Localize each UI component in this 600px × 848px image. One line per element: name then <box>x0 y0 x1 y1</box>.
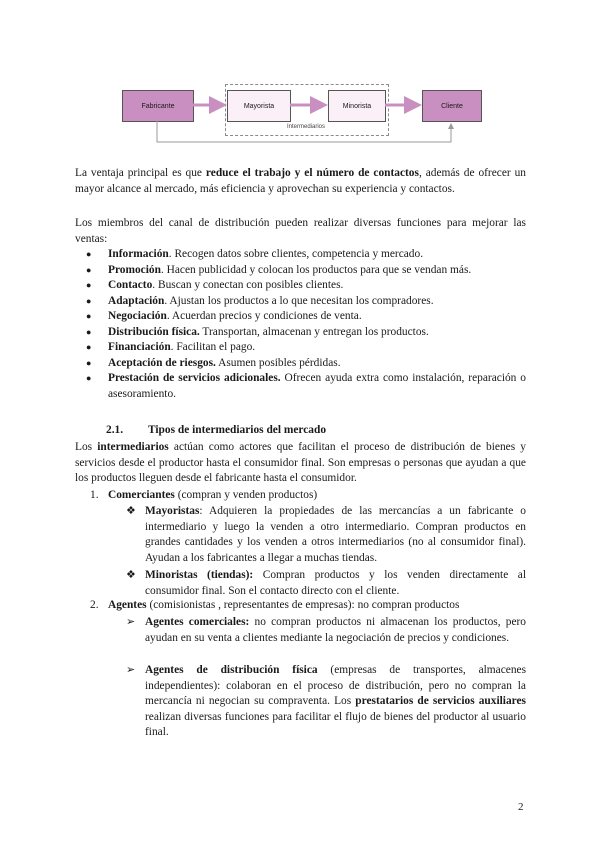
item-desc: (compran y venden productos) <box>174 489 318 501</box>
item-number: 2. <box>90 599 99 611</box>
sub-desc: (empresas de transportes, almacenes independientes): colaboran en el proceso de distribución, pero no compran la mercancía ni negocian su compraventa. Los <box>145 664 527 707</box>
para1-text-a: La ventaja principal es que <box>75 167 206 179</box>
sub-desc: no compran productos ni almacenan los productos, pero ayudan en su venta a clientes mediante la negociación de precios y condiciones. <box>145 616 526 644</box>
advantage-paragraph <box>75 166 526 197</box>
bullet-term: Aceptación de riesgos. <box>108 356 216 369</box>
bullet-term: Contacto <box>108 279 153 291</box>
list-item: ● Financiación. Facilitan el pago. <box>86 341 256 353</box>
functions-list <box>86 247 526 402</box>
section-heading <box>106 424 326 436</box>
sub-item-agentes-comerciales <box>126 615 526 646</box>
sub-item-mayoristas <box>126 504 526 566</box>
diamond-bullet-icon: ❖ <box>126 569 136 581</box>
page-number: 2 <box>518 801 524 813</box>
sub-term: Minoristas (tiendas): <box>145 569 254 581</box>
sub-term: Mayoristas <box>145 505 200 517</box>
box-cliente: Cliente <box>422 90 482 122</box>
intermediaries-label: Intermediarios <box>286 124 325 130</box>
bullet-desc: . Recogen datos sobre clientes, competencia y mercado. <box>168 248 424 260</box>
section-number: 2.1. <box>106 424 124 436</box>
intermediaries-paragraph <box>75 440 526 487</box>
para1-bold: reduce el trabajo y el número de contactos <box>205 167 419 179</box>
bullet-term: Promoción <box>108 263 161 276</box>
distribution-channel-diagram <box>122 80 482 144</box>
list-item: ● Promoción. Hacen publicidad y colocan los productos para que se vendan más. <box>86 263 472 276</box>
arrow-bullet-icon: ➢ <box>126 664 136 676</box>
bullet-desc: Asumen posibles pérdidas. <box>215 356 341 369</box>
list-item: ● Contacto. Buscan y conectan con posibles clientes. <box>86 279 344 291</box>
sub-desc-2: realizan diversas funciones para facilitar el flujo de bienes del productor al usuario final. <box>145 710 526 738</box>
sub-item-agentes-distribucion <box>126 663 527 741</box>
bullet-desc: . Acuerdan precios y condiciones de venta. <box>166 310 362 322</box>
bullet-term: Adaptación <box>108 294 165 307</box>
box-mayorista: Mayorista <box>227 90 291 122</box>
bullet-desc: Ofrecen ayuda extra como instalación, reparación o asesoramiento. <box>108 372 526 400</box>
bullet-desc: . Buscan y conectan con posibles clientes. <box>152 279 344 291</box>
bullet-term: Prestación de servicios adicionales. <box>108 372 281 384</box>
bullet-desc: . Facilitan el pago. <box>170 341 256 353</box>
arrow-direct-bypass <box>157 121 451 142</box>
list-item: ● Negociación. Acuerdan precios y condiciones de venta. <box>86 310 362 322</box>
section-title: Tipos de intermediarios del mercado <box>148 424 327 436</box>
sub-desc: Compran productos y los venden directamente al consumidor final. Son el contacto directo con el cliente. <box>145 569 526 597</box>
item-term: Comerciantes <box>108 489 175 501</box>
para1-text-c: , además de ofrecer un mayor alcance al mercado, más eficiencia y aprovechan su experiencia y contactos. <box>75 167 526 195</box>
diamond-bullet-icon: ❖ <box>126 505 136 517</box>
list-item: ● Información. Recogen datos sobre clientes, competencia y mercado. <box>86 248 424 260</box>
sub-term-2: prestatarios de servicios auxiliares <box>355 695 526 707</box>
diagram-arrows <box>122 80 482 144</box>
para3-bold: intermediarios <box>97 441 169 453</box>
para3-text-c: actúan como actores que facilitan el proceso de distribución de bienes y servicios desde el productor hasta el consumidor final. Son empresas o personas que ayudan a que los productos lleguen desde el fabricante hasta el consumidor. <box>75 441 526 484</box>
list-item: ● Adaptación. Ajustan los productos a lo que necesitan los compradores. <box>86 294 434 307</box>
list-item: ● Prestación de servicios adicionales. Ofrecen ayuda extra como instalación, reparación o asesoramiento. <box>86 372 526 400</box>
box-fabricante: Fabricante <box>122 90 194 122</box>
bullet-term: Información <box>108 248 169 260</box>
bullet-desc: . Hacen publicidad y colocan los productos para que se vendan más. <box>160 263 472 276</box>
arrow-bullet-icon: ➢ <box>126 616 136 628</box>
sub-item-minoristas <box>126 568 526 599</box>
sub-term: Agentes de distribución física <box>145 664 318 676</box>
item-term: Agentes <box>108 599 147 611</box>
functions-intro: Los miembros del canal de distribución pueden realizar diversas funciones para mejorar las ventas: <box>75 217 526 245</box>
item-desc: (comisionistas , representantes de empresas): no compran productos <box>146 599 460 611</box>
bullet-term: Negociación <box>108 310 167 322</box>
list-item: ● Aceptación de riesgos. Asumen posibles pérdidas. <box>86 356 341 369</box>
para3-text-a: Los <box>75 441 98 453</box>
item-number: 1. <box>90 489 99 501</box>
bullet-desc: . Ajustan los productos a lo que necesitan los compradores. <box>164 294 434 307</box>
bullet-term: Financiación <box>108 341 171 353</box>
sub-desc: : Adquieren la propiedades de las mercancías a un fabricante o intermediario y luego la venden a otro intermediario. Compran productos en grandes cantidades y los venden a otros intermediarios (no al consumidor final). Ayudan a los fabricantes a llegar a muchas tiendas. <box>145 505 526 564</box>
box-minorista: Minorista <box>328 90 386 122</box>
bullet-term: Distribución física. <box>108 325 200 338</box>
bullet-desc: Transportan, almacenan y entregan los productos. <box>199 325 429 338</box>
list-item: ● Distribución física. Transportan, almacenan y entregan los productos. <box>86 325 429 338</box>
sub-term: Agentes comerciales: <box>145 616 250 628</box>
